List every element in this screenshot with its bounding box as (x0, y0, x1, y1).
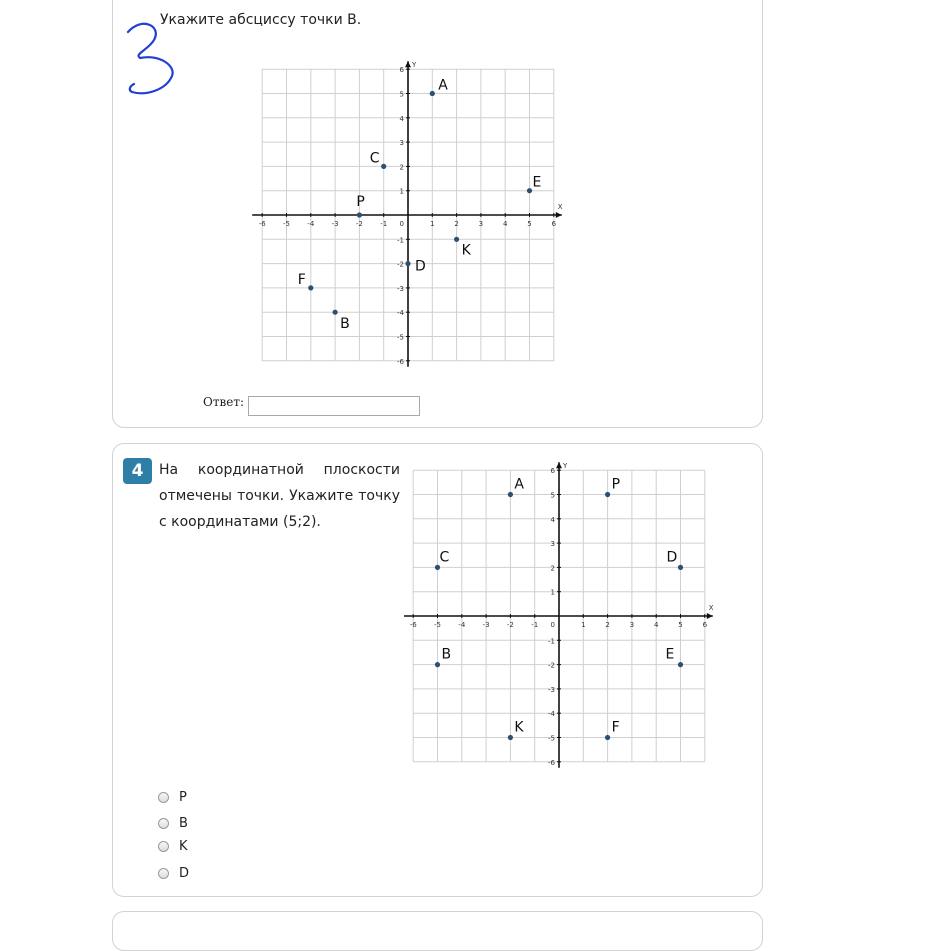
point-label-d: D (666, 549, 678, 566)
handwritten-scribble (120, 14, 180, 99)
y-tick-label: 2 (550, 564, 555, 573)
x-tick-label: 2 (454, 220, 459, 228)
option-label: P (179, 789, 187, 805)
x-tick-label: -4 (307, 220, 315, 228)
x-tick-label: 4 (653, 621, 659, 629)
point-label-k: K (461, 242, 471, 259)
option-label: B (179, 815, 188, 831)
point-k (508, 735, 513, 740)
option-label: D (179, 865, 190, 881)
x-tick-label: 2 (605, 621, 610, 629)
y-tick-label: -3 (397, 284, 404, 293)
point-f (308, 285, 313, 290)
x-axis-label: X (708, 604, 714, 612)
y-tick-label: 2 (399, 163, 404, 172)
x-axis-arrow (707, 613, 713, 619)
y-axis-arrow (556, 462, 562, 468)
y-tick-label: -6 (548, 758, 555, 767)
x-axis-arrow (556, 212, 562, 218)
x-tick-label: -4 (458, 621, 466, 629)
x-tick-label: 3 (629, 621, 635, 629)
point-a (508, 492, 513, 497)
x-tick-label: -1 (380, 220, 388, 228)
y-tick-label: -6 (397, 357, 404, 366)
radio-button[interactable] (158, 868, 169, 879)
radio-button[interactable] (158, 818, 169, 829)
x-tick-label: -5 (283, 220, 290, 228)
y-tick-label: 4 (550, 515, 555, 524)
point-c (381, 164, 386, 169)
option-b[interactable] (158, 813, 188, 833)
radio-button[interactable] (158, 792, 169, 803)
y-tick-label: -1 (548, 637, 555, 646)
x-tick-label: -3 (331, 220, 339, 228)
point-c (435, 565, 440, 570)
point-label-e: E (532, 174, 542, 191)
y-tick-label: -4 (397, 309, 404, 318)
origin-label: 0 (550, 621, 555, 629)
x-tick-label: 3 (478, 220, 484, 228)
point-p (357, 212, 362, 217)
y-tick-label: -5 (548, 734, 555, 743)
y-tick-label: 3 (399, 139, 404, 148)
x-tick-label: -3 (482, 621, 490, 629)
point-label-c: C (369, 150, 380, 167)
origin-label: 0 (399, 220, 404, 228)
option-k[interactable] (158, 836, 188, 856)
x-tick-label: -6 (258, 220, 266, 228)
coordinate-plane-q4 (404, 458, 724, 768)
x-axis-label: X (557, 203, 563, 211)
x-tick-label: -6 (409, 621, 417, 629)
x-tick-label: 5 (678, 621, 683, 629)
coordinate-plane-q3 (250, 58, 570, 368)
y-axis-label: Y (412, 61, 417, 70)
x-tick-label: 6 (551, 220, 557, 228)
x-tick-label: 6 (702, 621, 708, 629)
y-axis-arrow (405, 61, 411, 67)
answer-label: Ответ: (203, 395, 245, 409)
point-label-p: P (356, 194, 365, 210)
question-number-badge: 4 (123, 458, 152, 484)
point-e (678, 662, 683, 667)
point-label-k: K (514, 719, 524, 736)
option-label: K (179, 838, 188, 854)
y-tick-label: -5 (397, 333, 404, 342)
y-tick-label: 1 (399, 187, 404, 196)
question-3-text: Укажите абсциссу точки B. (160, 12, 362, 28)
point-label-b: B (441, 646, 452, 663)
question-5-card (112, 911, 763, 951)
point-f (605, 735, 610, 740)
y-tick-label: -4 (548, 710, 555, 719)
point-label-p: P (611, 476, 621, 493)
x-tick-label: -5 (434, 621, 441, 629)
y-tick-label: -3 (548, 685, 555, 694)
y-tick-label: -2 (397, 260, 404, 269)
point-label-b: B (340, 316, 350, 333)
y-axis-label: Y (563, 462, 568, 471)
x-tick-label: 4 (502, 220, 508, 228)
question-4-text: На координатной плоскости отмечены точки. Укажите точку с координатами (5;2). (159, 462, 400, 530)
point-label-e: E (665, 646, 675, 663)
y-tick-label: 3 (550, 540, 555, 549)
point-b (435, 662, 440, 667)
x-tick-label: 5 (527, 220, 532, 228)
point-label-a: A (438, 77, 448, 94)
x-tick-label: 1 (581, 621, 586, 629)
point-d (405, 261, 410, 266)
point-p (605, 492, 610, 497)
y-tick-label: 4 (399, 114, 404, 123)
x-tick-label: -2 (355, 220, 363, 228)
point-e (527, 188, 532, 193)
point-label-c: C (439, 549, 450, 566)
point-a (430, 91, 435, 96)
point-label-f: F (611, 719, 620, 736)
y-tick-label: 1 (550, 588, 555, 597)
point-d (678, 565, 683, 570)
answer-input[interactable] (248, 396, 420, 416)
y-tick-label: 5 (550, 491, 555, 500)
point-label-a: A (514, 476, 524, 493)
x-tick-label: -2 (506, 621, 514, 629)
y-tick-label: 6 (550, 467, 555, 476)
y-tick-label: -1 (397, 236, 404, 245)
point-label-d: D (415, 258, 426, 275)
radio-button[interactable] (158, 841, 169, 852)
option-d[interactable] (158, 863, 189, 883)
y-tick-label: 5 (399, 90, 404, 99)
y-tick-label: -2 (548, 661, 555, 670)
point-b (333, 310, 338, 315)
option-p[interactable] (158, 787, 187, 807)
x-tick-label: -1 (531, 621, 539, 629)
y-tick-label: 6 (399, 66, 404, 75)
point-k (454, 237, 459, 242)
point-label-f: F (297, 271, 306, 288)
x-tick-label: 1 (430, 220, 435, 228)
